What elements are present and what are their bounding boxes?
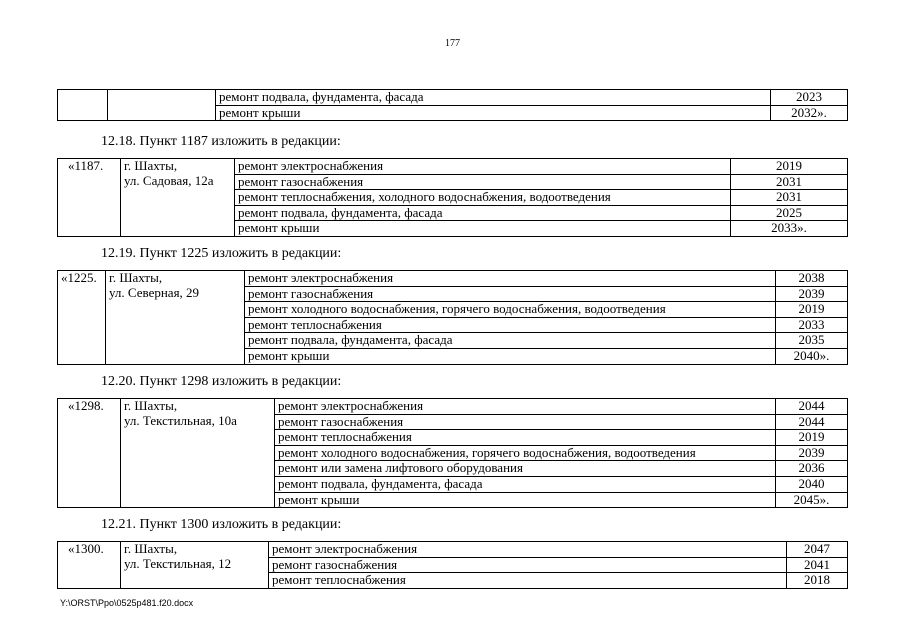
address-cell: [121, 399, 275, 508]
section-heading: 12.19. Пункт 1225 изложить в редакции:: [101, 246, 342, 261]
year-cell: 2039: [776, 286, 848, 302]
address-street: ул. Текстильная, 10а: [124, 412, 237, 428]
year-cell: 2045».: [776, 492, 848, 508]
work-cell: ремонт электроснабжения: [245, 271, 776, 287]
section-table: [57, 398, 848, 508]
continuation-table: [57, 89, 848, 121]
address-cell: [106, 271, 245, 365]
work-cell: ремонт теплоснабжения: [245, 317, 776, 333]
work-cell: ремонт крыши: [275, 492, 776, 508]
year-cell: 2044: [776, 414, 848, 430]
work-cell: ремонт электроснабжения: [235, 159, 731, 175]
work-cell: ремонт крыши: [235, 221, 731, 237]
page-number: 177: [445, 38, 460, 49]
table-row: [58, 159, 848, 175]
year-cell: 2040: [776, 476, 848, 492]
year-cell: 2031: [731, 174, 848, 190]
address-street: ул. Северная, 29: [109, 284, 200, 300]
address-cell: [121, 542, 269, 589]
work-cell: ремонт холодного водоснабжения, горячего водоснабжения, водоотведения: [245, 302, 776, 318]
year-cell: 2025: [731, 205, 848, 221]
address-city: г. Шахты,: [124, 158, 178, 173]
section-heading: 12.21. Пункт 1300 изложить в редакции:: [101, 517, 342, 532]
year-cell: 2033».: [731, 221, 848, 237]
work-cell: ремонт крыши: [245, 348, 776, 364]
work-cell: ремонт подвала, фундамента, фасада: [245, 333, 776, 349]
item-number: «1300.: [58, 542, 121, 589]
work-cell: ремонт холодного водоснабжения, горячего водоснабжения, водоотведения: [275, 445, 776, 461]
year-cell: 2033: [776, 317, 848, 333]
item-number: «1225.: [58, 271, 106, 365]
year-cell: 2035: [776, 333, 848, 349]
year-cell: 2044: [776, 399, 848, 415]
work-cell: ремонт теплоснабжения: [269, 573, 787, 589]
address-city: г. Шахты,: [109, 270, 163, 285]
num-cell: [58, 90, 108, 121]
work-cell: ремонт газоснабжения: [245, 286, 776, 302]
year-cell: 2031: [731, 190, 848, 206]
work-cell: ремонт электроснабжения: [269, 542, 787, 558]
section-heading: 12.18. Пункт 1187 изложить в редакции:: [101, 134, 341, 149]
work-cell: ремонт крыши: [216, 105, 771, 121]
work-cell: ремонт подвала, фундамента, фасада: [216, 90, 771, 106]
year-cell: 2039: [776, 445, 848, 461]
work-cell: ремонт газоснабжения: [275, 414, 776, 430]
year-cell: 2019: [776, 302, 848, 318]
table-row: [58, 271, 848, 287]
year-cell: 2041: [787, 557, 848, 573]
work-cell: ремонт теплоснабжения: [275, 430, 776, 446]
table-row: [58, 90, 848, 106]
section-table: [57, 158, 848, 237]
table-row: [58, 542, 848, 558]
address-street: ул. Садовая, 12а: [124, 172, 214, 188]
address-cell: [108, 90, 216, 121]
section-heading: 12.20. Пункт 1298 изложить в редакции:: [101, 374, 342, 389]
year-cell: 2019: [731, 159, 848, 175]
work-cell: ремонт или замена лифтового оборудования: [275, 461, 776, 477]
file-path-footer: Y:\ORST\Ppo\0525p481.f20.docx: [60, 598, 194, 608]
year-cell: 2019: [776, 430, 848, 446]
item-number: «1298.: [58, 399, 121, 508]
address-street: ул. Текстильная, 12: [124, 555, 232, 571]
section-table: [57, 270, 848, 365]
year-cell: 2038: [776, 271, 848, 287]
item-number: «1187.: [58, 159, 121, 237]
year-cell: 2018: [787, 573, 848, 589]
work-cell: ремонт газоснабжения: [269, 557, 787, 573]
year-cell: 2047: [787, 542, 848, 558]
work-cell: ремонт теплоснабжения, холодного водоснабжения, водоотведения: [235, 190, 731, 206]
work-cell: ремонт электроснабжения: [275, 399, 776, 415]
work-cell: ремонт газоснабжения: [235, 174, 731, 190]
year-cell: 2036: [776, 461, 848, 477]
year-cell: 2032».: [771, 105, 848, 121]
address-city: г. Шахты,: [124, 541, 178, 556]
work-cell: ремонт подвала, фундамента, фасада: [235, 205, 731, 221]
work-cell: ремонт подвала, фундамента, фасада: [275, 476, 776, 492]
address-city: г. Шахты,: [124, 398, 178, 413]
address-cell: [121, 159, 235, 237]
section-table: [57, 541, 848, 589]
table-row: [58, 399, 848, 415]
year-cell: 2023: [771, 90, 848, 106]
year-cell: 2040».: [776, 348, 848, 364]
